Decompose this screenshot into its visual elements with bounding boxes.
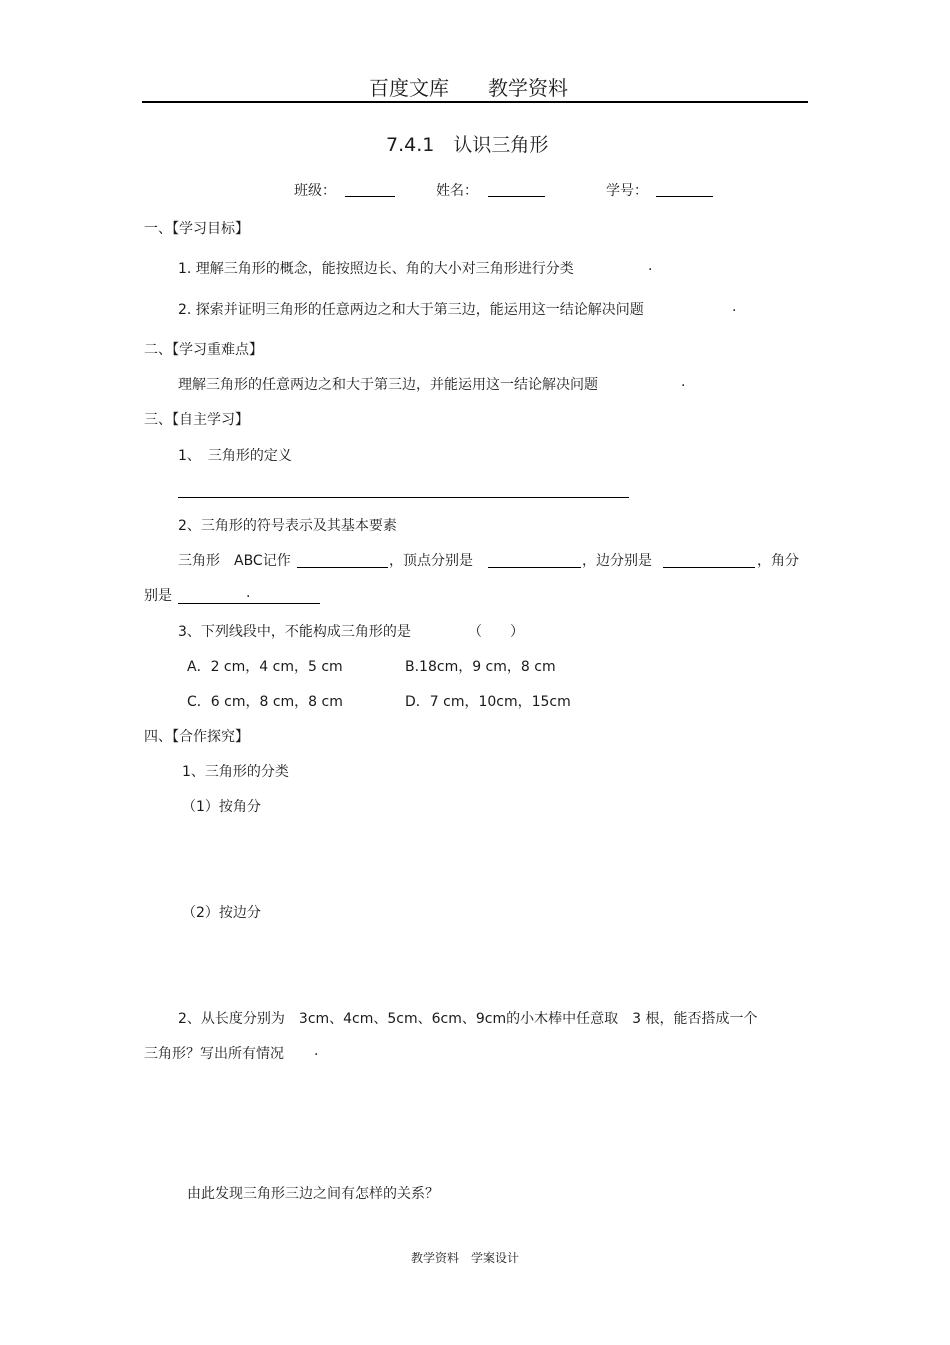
page-footer: 教学资料 学案设计 <box>411 1251 520 1265</box>
notation-blank-2 <box>488 567 581 568</box>
page-title: 7.4.1 认识三角形 <box>386 134 549 156</box>
option-a: A．2 cm，4 cm，5 cm <box>187 659 343 675</box>
self-study-q2: 2、三角形的符号表示及其基本要素 <box>178 518 397 534</box>
header-right: 教学资料 <box>488 76 568 100</box>
goal-item-2: 2. 探索并证明三角形的任意两边之和大于第三边，能运用这一结论解决问题 <box>178 302 644 318</box>
self-study-q3: 3、下列线段中，不能构成三角形的是 <box>178 624 411 640</box>
option-b: B.18cm，9 cm，8 cm <box>405 659 556 675</box>
header-left: 百度文库 <box>369 76 449 100</box>
notation-blank-4-period: . <box>246 585 251 601</box>
section-heading-key: 二、【学习重难点】 <box>144 342 263 358</box>
class-blank <box>345 196 395 197</box>
goal-item-2-period: . <box>732 299 737 315</box>
notation-blank-1 <box>297 567 388 568</box>
key-point-period: . <box>681 374 686 390</box>
self-study-q1: 1、 三角形的定义 <box>178 448 292 464</box>
goal-item-1: 1. 理解三角形的概念，能按照边长、角的大小对三角形进行分类 <box>178 261 574 277</box>
inquiry-q2-period: . <box>314 1043 319 1059</box>
notation-text-d: ，角分 <box>757 553 799 569</box>
inquiry-q1a: （1）按角分 <box>182 799 261 815</box>
notation-text-e: 别是 <box>144 588 172 604</box>
class-label: 班级： <box>294 183 336 199</box>
notation-blank-3 <box>663 567 755 568</box>
option-c: C．6 cm，8 cm，8 cm <box>187 694 343 710</box>
id-label: 学号： <box>606 183 648 199</box>
section-heading-goals: 一、【学习目标】 <box>144 221 249 237</box>
section-heading-self-study: 三、【自主学习】 <box>144 412 249 428</box>
notation-blank-4 <box>178 603 320 604</box>
definition-blank <box>178 497 629 498</box>
header-rule <box>142 101 808 103</box>
inquiry-q2-line2: 三角形？写出所有情况 <box>144 1046 284 1062</box>
goal-item-1-period: . <box>648 258 653 274</box>
inquiry-q2-line1: 2、从长度分别为 3cm、4cm、5cm、6cm、9cm的小木棒中任意取 3 根，能否搭成一个 <box>178 1011 758 1027</box>
name-label: 姓名： <box>436 183 478 199</box>
name-blank <box>488 196 545 197</box>
id-blank <box>656 196 713 197</box>
notation-text-a: 三角形 ABC记作 <box>178 553 291 569</box>
notation-text-c: ，边分别是 <box>582 553 652 569</box>
section-heading-inquiry: 四、【合作探究】 <box>144 729 249 745</box>
inquiry-q1: 1、三角形的分类 <box>182 764 289 780</box>
inquiry-q1b: （2）按边分 <box>182 905 261 921</box>
answer-parentheses: （ ） <box>468 624 524 640</box>
key-point-text: 理解三角形的任意两边之和大于第三边，并能运用这一结论解决问题 <box>178 377 598 393</box>
notation-text-b: ，顶点分别是 <box>389 553 473 569</box>
inquiry-q3: 由此发现三角形三边之间有怎样的关系？ <box>187 1186 439 1202</box>
option-d: D．7 cm，10cm，15cm <box>405 694 571 710</box>
